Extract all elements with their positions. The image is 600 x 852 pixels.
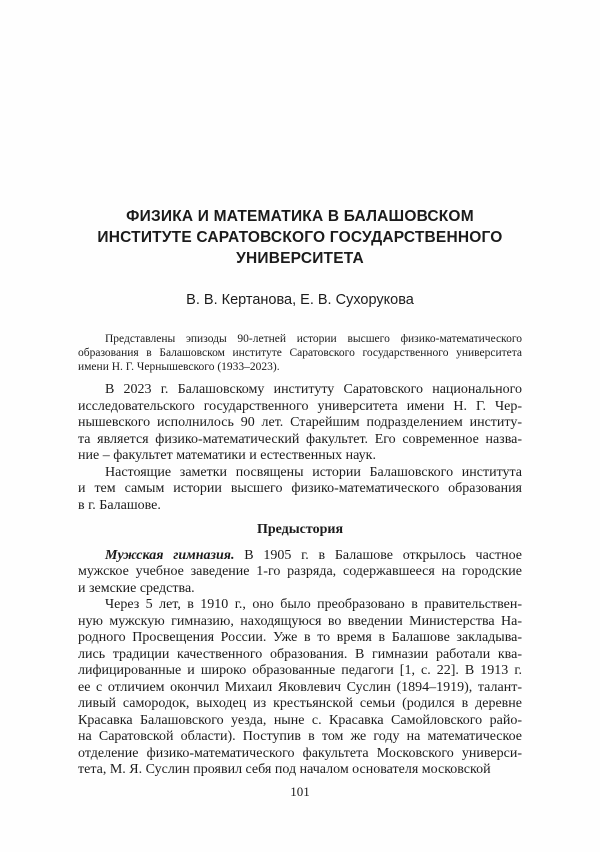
text-line: В 2023 г. Балашовскому институту Саратовского национального: [105, 382, 522, 397]
text-line: Представлены эпизоды 90-летней истории высшего физико-математического: [105, 333, 522, 345]
text-line: Настоящие заметки посвящены истории Балашовского института: [105, 464, 522, 480]
authors-line: В. В. Кертанова, Е. В. Сухорукова: [186, 292, 414, 308]
text-line: ние – факультет математики и естественных наук.: [78, 448, 376, 463]
article-title-line: ФИЗИКА И МАТЕМАТИКА В БАЛАШОВСКОМ: [126, 208, 474, 225]
text-line: в г. Балашове.: [78, 497, 161, 513]
section-heading: Предыстория: [256, 522, 344, 537]
text-line: и земские средства.: [78, 580, 195, 596]
text-line: Красавка Балашовского уезда, ныне с. Красавка Самойловского райо-: [78, 712, 522, 728]
text-line: ливый самородок, выходец из крестьянской семьи (родился в деревне: [78, 696, 522, 711]
paragraph-lead: Мужская гимназия.: [105, 547, 235, 563]
text-line: Через 5 лет, в 1910 г., оно было преобразовано в правительствен-: [105, 597, 522, 612]
text-line: ную мужскую гимназию, находящуюся во введении Министерства На-: [78, 613, 522, 629]
text-line: нышевского исполнилось 90 лет. Старейшим подразделением институ-: [78, 415, 522, 430]
paragraph: [78, 465, 522, 515]
text-line: лись традиции качественного образования. В гимназии работали ква-: [78, 646, 522, 662]
paragraph: [78, 548, 522, 598]
text-line: Мужская гимназия. В 1905 г. в Балашове открылось частное: [105, 547, 522, 563]
abstract: [78, 332, 522, 374]
text-line: родного Просвещения России. Уже в то время в Балашове закладыва-: [78, 630, 522, 645]
page-number: 101: [290, 784, 310, 799]
text-line: имени Н. Г. Чернышевского (1933–2023).: [78, 361, 280, 373]
text-line: тета, М. Я. Суслин проявил себя под началом основателя московской: [78, 762, 491, 777]
paragraph: [78, 597, 522, 779]
paragraph: [78, 382, 522, 465]
text-line: образования в Балашовском институте Саратовского государственного университета: [78, 347, 522, 359]
article-title-line: ИНСТИТУТЕ САРАТОВСКОГО ГОСУДАРСТВЕННОГО: [97, 229, 503, 246]
text-line: и тем самым истории высшего физико-математического образования: [78, 481, 522, 496]
text-line: отделение физико-математического факультета Московского универси-: [78, 745, 522, 761]
article-title: [78, 206, 522, 269]
text-line: исследовательского государственного университета имени Н. Г. Чер-: [78, 398, 522, 414]
text-line: лифицированные и широко образованные педагоги [1, с. 22]. В 1913 г.: [78, 663, 522, 678]
article-body: [78, 382, 522, 779]
text-line: мужское учебное заведение 1-го разряда, содержавшееся на городские: [78, 564, 522, 579]
text-line: на Саратовской области). Поступив в том же году на математическое: [78, 729, 522, 744]
text-line: ее с отличием окончил Михаил Яковлевич Суслин (1894–1919), талант-: [78, 679, 522, 695]
article-title-line: УНИВЕРСИТЕТА: [236, 250, 364, 267]
text-line: та является физико-математический факультет. Его современное назва-: [78, 431, 522, 447]
